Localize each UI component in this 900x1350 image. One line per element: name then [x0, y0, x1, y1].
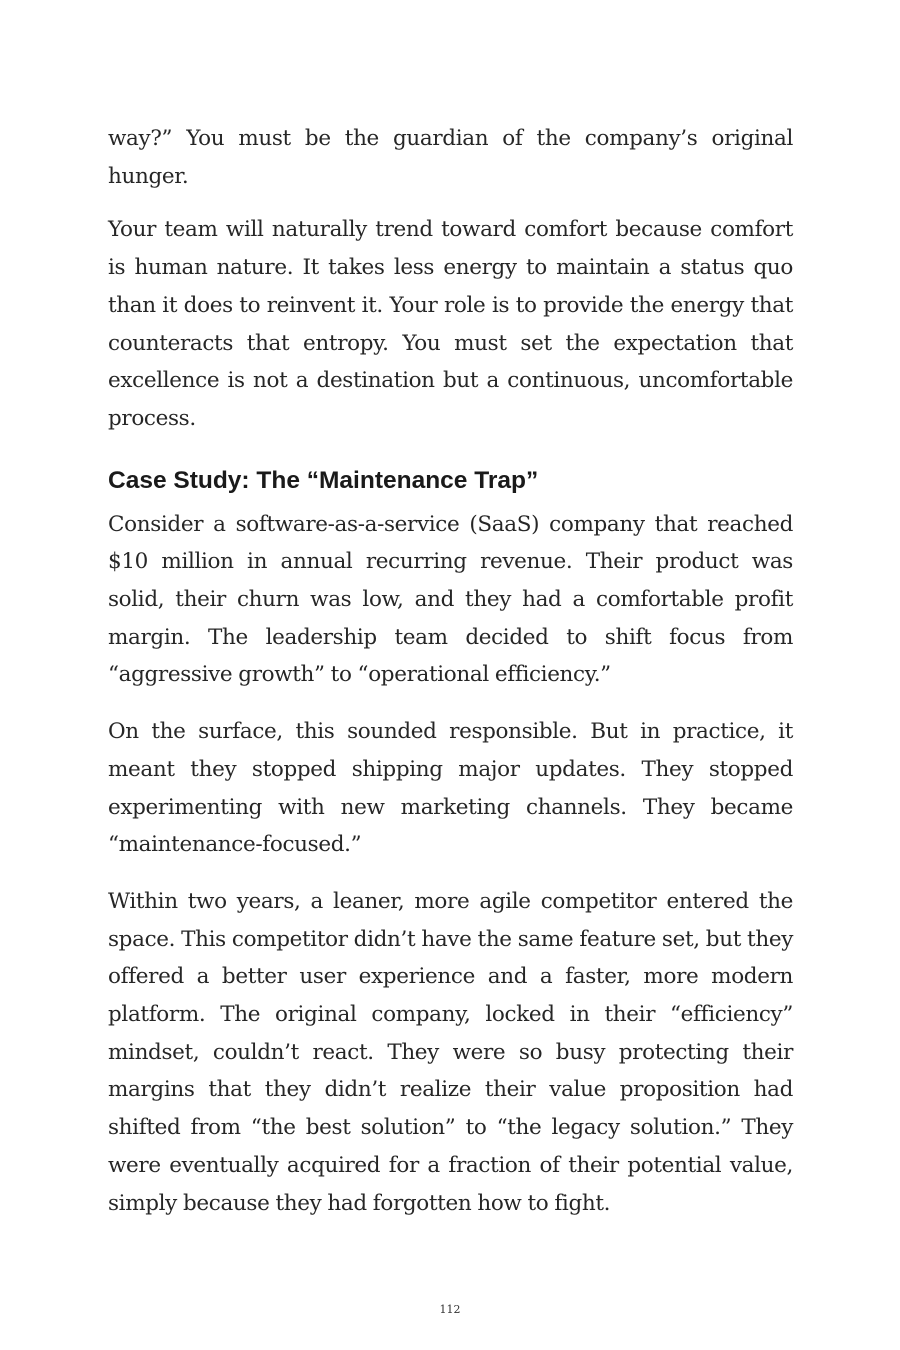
page-body [108, 120, 793, 1241]
page-number: 112 [439, 1303, 461, 1316]
paragraph-case-intro: Consider a software-as-a-service (SaaS) company that reached $10 million in annual recurring revenue. Their product was solid, their churn was low, and they had a comfortable profit margin. The leadership team decided to shift focus from “aggressive growth” to “operational efficiency.” [108, 511, 793, 688]
case-study-heading: Case Study: The “Maintenance Trap” [108, 466, 539, 494]
paragraph-case-practice: On the surface, this sounded responsible. But in practice, it meant they stopped shipping major updates. They stopped experimenting with new marketing channels. They became “maintenance-focused.” [108, 719, 793, 858]
paragraph-case-outcome: Within two years, a leaner, more agile competitor entered the space. This competitor didn’t have the same feature set, but they offered a better user experience and a faster, more modern platform. The original company, locked in their “efficiency” mindset, couldn’t react. They were so busy protecting their margins that they didn’t realize their value proposition had shifted from “the best solution” to “the legacy solution.” They were eventually acquired for a fraction of their potential value, simply because they had forgotten how to fight. [108, 888, 793, 1216]
paragraph-comfort: Your team will naturally trend toward comfort because comfort is human nature. It takes less energy to maintain a status quo than it does to reinvent it. Your role is to provide the energy that counteracts that entropy. You must set the expectation that excellence is not a destination but a continuous, uncomfortable process. [108, 217, 793, 431]
paragraph-continuation: way?” You must be the guardian of the company’s original hunger. [108, 126, 793, 189]
